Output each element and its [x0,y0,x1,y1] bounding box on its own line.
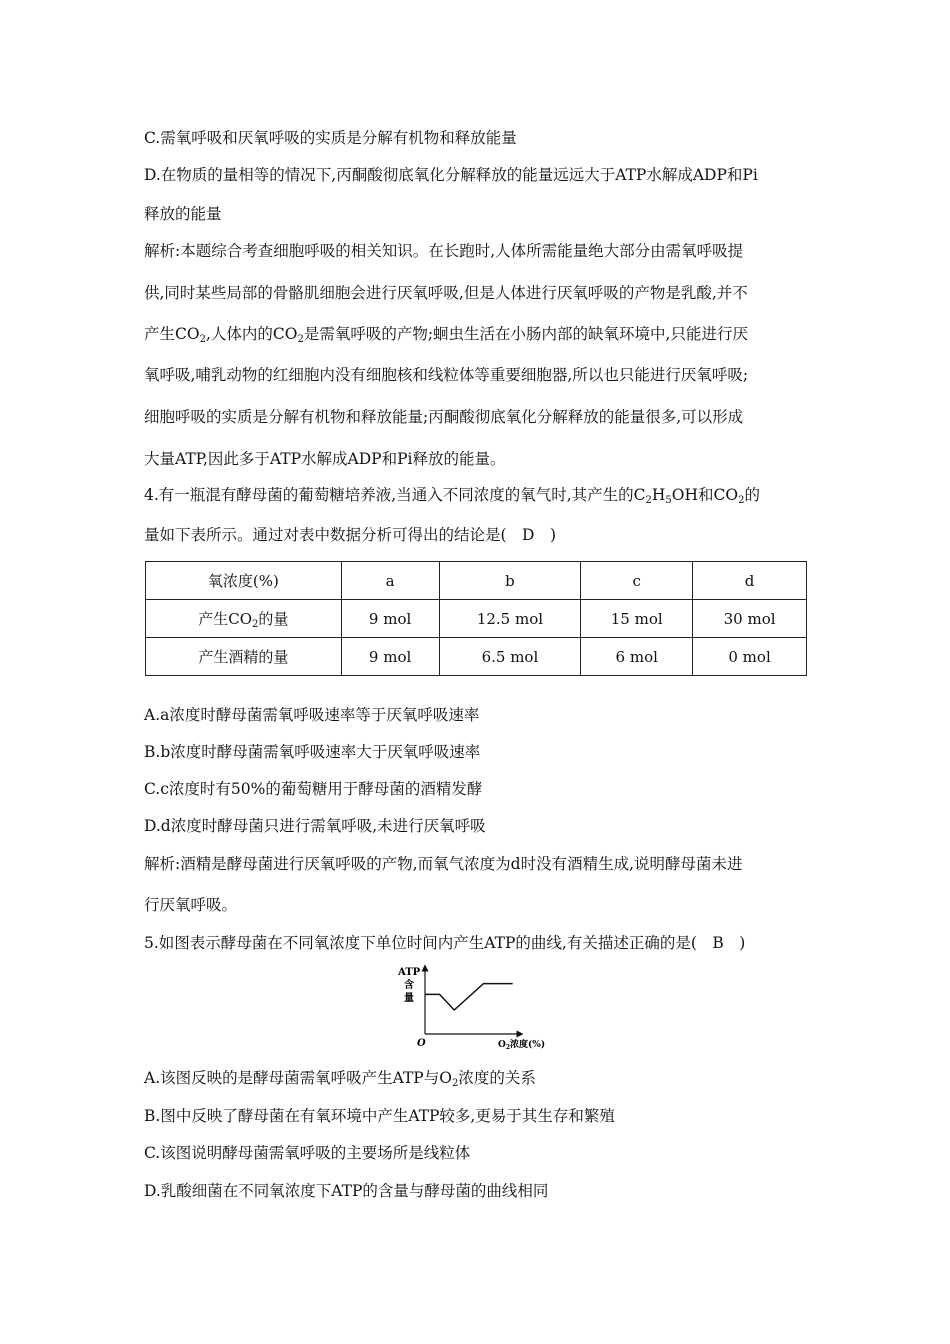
table-cell: c [581,562,693,600]
analysis-line1: 解析:本题综合考查细胞呼吸的相关知识。在长跑时,人体所需能量绝大部分由需氧呼吸提 [144,242,744,260]
table-cell: 12.5 mol [439,600,581,638]
atp-curve [425,984,513,1010]
y-label-3: 量 [404,993,414,1004]
table-cell: 氧浓度(%) [146,562,342,600]
table-cell: 9 mol [341,638,439,676]
q5-option-a: A.该图反映的是酵母菌需氧呼吸产生ATP与$O_2$浓度的关系 [144,1069,536,1089]
q4-analysis-line2: 行厌氧呼吸。 [144,896,238,914]
table-cell: 6 mol [581,638,693,676]
analysis-line2: 供,同时某些局部的骨骼肌细胞会进行厌氧呼吸,但是人体进行厌氧呼吸的产物是乳酸,并不 [144,284,748,302]
table-cell: d [693,562,807,600]
table-header-row [146,562,807,600]
analysis-line4: 氧呼吸,哺乳动物的红细胞内没有细胞核和线粒体等重要细胞器,所以也只能进行厌氧呼吸; [144,366,749,384]
q5-option-c: C.该图说明酵母菌需氧呼吸的主要场所是线粒体 [144,1144,471,1162]
table-row-alcohol [146,638,807,676]
table-cell: 15 mol [581,600,693,638]
table-cell: 6.5 mol [439,638,581,676]
table-cell: 30 mol [693,600,807,638]
option-d-line2: 释放的能量 [144,205,222,223]
analysis-line5: 细胞呼吸的实质是分解有机物和释放能量;丙酮酸彻底氧化分解释放的能量很多,可以形成 [144,408,744,426]
q4-option-b: B.b浓度时酵母菌需氧呼吸速率大于厌氧呼吸速率 [144,743,481,761]
y-label-2: 含 [404,980,414,991]
origin-label: O [417,1038,426,1049]
y-label-1: ATP [398,967,421,978]
q4-option-c: C.c浓度时有50%的葡萄糖用于酵母菌的酒精发酵 [144,780,483,798]
q4-data-table [145,561,807,676]
q4-stem-line1: 4.有一瓶混有酵母菌的葡萄糖培养液,当通入不同浓度的氧气时,其产生的$C_2H_5OH$和$CO_2$的 [144,486,760,506]
q4-option-a: A.a浓度时酵母菌需氧呼吸速率等于厌氧呼吸速率 [144,706,480,724]
table-cell: 9 mol [341,600,439,638]
atp-chart [392,962,562,1054]
q4-option-d: D.d浓度时酵母菌只进行需氧呼吸,未进行厌氧呼吸 [144,817,486,835]
table-cell: a [341,562,439,600]
q4-analysis-line1: 解析:酒精是酵母菌进行厌氧呼吸的产物,而氧气浓度为d时没有酒精生成,说明酵母菌未进 [144,855,743,873]
q5-stem: 5.如图表示酵母菌在不同氧浓度下单位时间内产生ATP的曲线,有关描述正确的是( B ) [144,934,746,952]
q5-option-b: B.图中反映了酵母菌在有氧环境中产生ATP较多,更易于其生存和繁殖 [144,1107,615,1125]
table-cell: b [439,562,581,600]
analysis-line3: 产生$CO_2$,人体内的$CO_2$是需氧呼吸的产物;蛔虫生活在小肠内部的缺氧环境中,只能进行厌 [144,325,748,345]
option-d-line1: D.在物质的量相等的情况下,丙酮酸彻底氧化分解释放的能量远远大于ATP水解成ADP和Pi [144,166,758,184]
table-row-co2 [146,600,807,638]
q4-stem-line2: 量如下表所示。通过对表中数据分析可得出的结论是( D ) [144,526,557,544]
option-c: C.需氧呼吸和厌氧呼吸的实质是分解有机物和释放能量 [144,129,517,147]
table-cell: 0 mol [693,638,807,676]
q5-option-d: D.乳酸细菌在不同氧浓度下ATP的含量与酵母菌的曲线相同 [144,1182,549,1200]
table-cell: 产生酒精的量 [146,638,342,676]
table-cell: 产生$CO_2$的量 [146,600,342,638]
x-label: $O_2$浓度(%) [498,1040,546,1051]
analysis-line6: 大量ATP,因此多于ATP水解成ADP和Pi释放的能量。 [144,450,506,468]
